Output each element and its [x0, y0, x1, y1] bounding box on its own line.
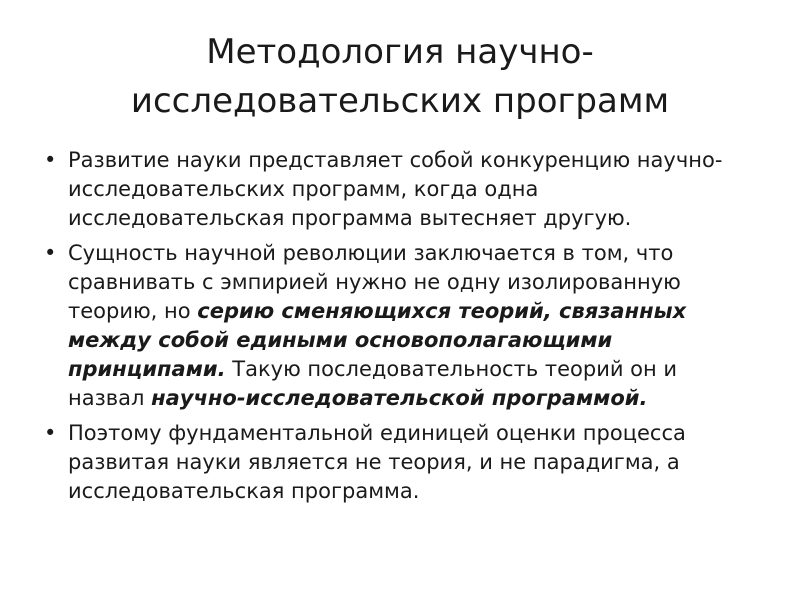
- slide-title: [0, 28, 800, 126]
- bullet-emphasis-2: научно-исследовательской программой.: [151, 386, 648, 410]
- bullet-text-part2: Такую последовательность теорий он и назвал: [68, 357, 678, 410]
- bullet-text-part1: Сущность научной революции заключается в том, что сравнивать с эмпирией нужно не одну изолированную теорию, но: [68, 241, 681, 323]
- bullet-dot-icon: •: [44, 148, 57, 172]
- bullet-list: [40, 146, 740, 512]
- bullet-item-3: [40, 419, 740, 506]
- bullet-item-1: [40, 146, 740, 233]
- bullet-text: Поэтому фундаментальной единицей оценки процесса развитая науки является не теория, и не парадигма, а исследовательская программа.: [68, 421, 686, 503]
- bullet-item-2: [40, 239, 740, 413]
- bullet-dot-icon: •: [44, 241, 57, 265]
- slide-title-line1: Методология научно-: [206, 32, 594, 72]
- bullet-dot-icon: •: [44, 421, 57, 445]
- bullet-text: Развитие науки представляет собой конкуренцию научно-исследовательских программ, когда одна исследовательская программа вытесняет другую.: [68, 148, 723, 230]
- slide-title-line2: исследовательских программ: [130, 81, 670, 121]
- bullet-emphasis-1: серию сменяющихся теорий, связанных между собой едиными основополагающими принципами.: [68, 299, 687, 381]
